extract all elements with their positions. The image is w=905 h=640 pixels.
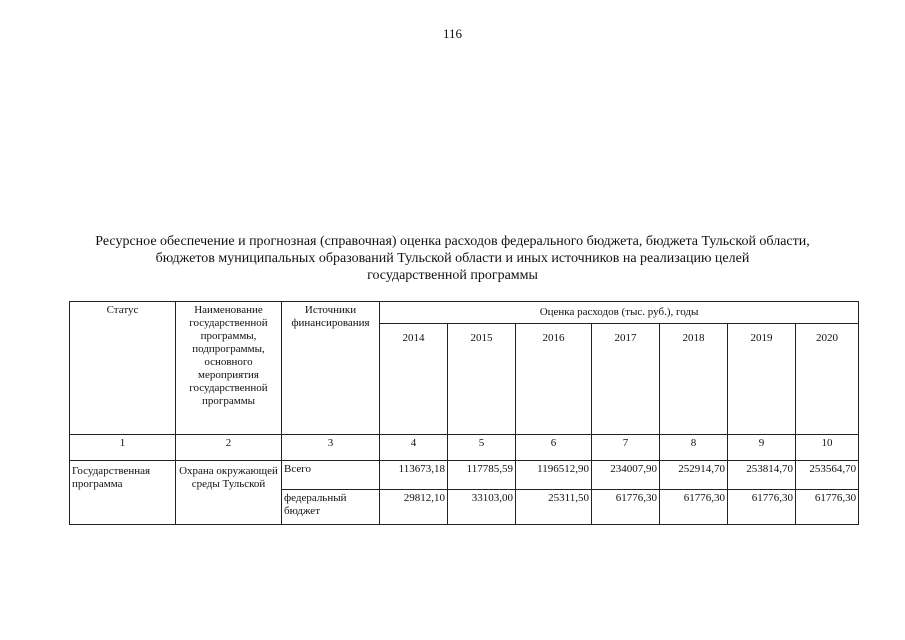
cell-value: 234007,90 (592, 461, 660, 490)
cell-value: 29812,10 (380, 490, 448, 525)
budget-table (69, 301, 859, 525)
column-number: 3 (282, 435, 380, 461)
cell-value: 33103,00 (448, 490, 516, 525)
column-number: 7 (592, 435, 660, 461)
column-number: 2 (176, 435, 282, 461)
cell-value: 253814,70 (728, 461, 796, 490)
cell-value: 61776,30 (728, 490, 796, 525)
cell-value: 25311,50 (516, 490, 592, 525)
cell-value: 1196512,90 (516, 461, 592, 490)
table-row (70, 461, 859, 490)
cell-value: 253564,70 (796, 461, 859, 490)
column-number: 10 (796, 435, 859, 461)
row-source: Всего (282, 461, 380, 490)
header-year-2020: 2020 (796, 324, 859, 435)
header-year-2016: 2016 (516, 324, 592, 435)
column-number: 5 (448, 435, 516, 461)
cell-value: 61776,30 (592, 490, 660, 525)
cell-value: 113673,18 (380, 461, 448, 490)
row-name: Охрана окружающей среды Тульской (176, 461, 282, 525)
header-year-2017: 2017 (592, 324, 660, 435)
title-line-2: бюджетов муниципальных образований Тульской области и иных источников на реализацию целей (155, 251, 750, 266)
header-estimate: Оценка расходов (тыс. руб.), годы (380, 302, 859, 324)
column-number: 9 (728, 435, 796, 461)
cell-value: 117785,59 (448, 461, 516, 490)
title-line-1: Ресурсное обеспечение и прогнозная (справочная) оценка расходов федерального бюджета, бюджета Тульской области, (95, 234, 810, 249)
header-year-2014: 2014 (380, 324, 448, 435)
column-number: 8 (660, 435, 728, 461)
column-number: 4 (380, 435, 448, 461)
page-number: 116 (442, 26, 463, 41)
title-line-3: государственной программы (367, 268, 538, 283)
header-status: Статус (70, 302, 176, 435)
row-status: Государственная программа (70, 461, 176, 525)
cell-value: 61776,30 (660, 490, 728, 525)
header-sources: Источники финансирования (282, 302, 380, 435)
column-number: 6 (516, 435, 592, 461)
header-year-2019: 2019 (728, 324, 796, 435)
header-name: Наименование государственной программы, подпрограммы, основного мероприятия государственной программы (176, 302, 282, 435)
column-number: 1 (70, 435, 176, 461)
header-year-2018: 2018 (660, 324, 728, 435)
header-year-2015: 2015 (448, 324, 516, 435)
document-title (40, 233, 865, 284)
cell-value: 61776,30 (796, 490, 859, 525)
row-source: федеральный бюджет (282, 490, 380, 525)
cell-value: 252914,70 (660, 461, 728, 490)
